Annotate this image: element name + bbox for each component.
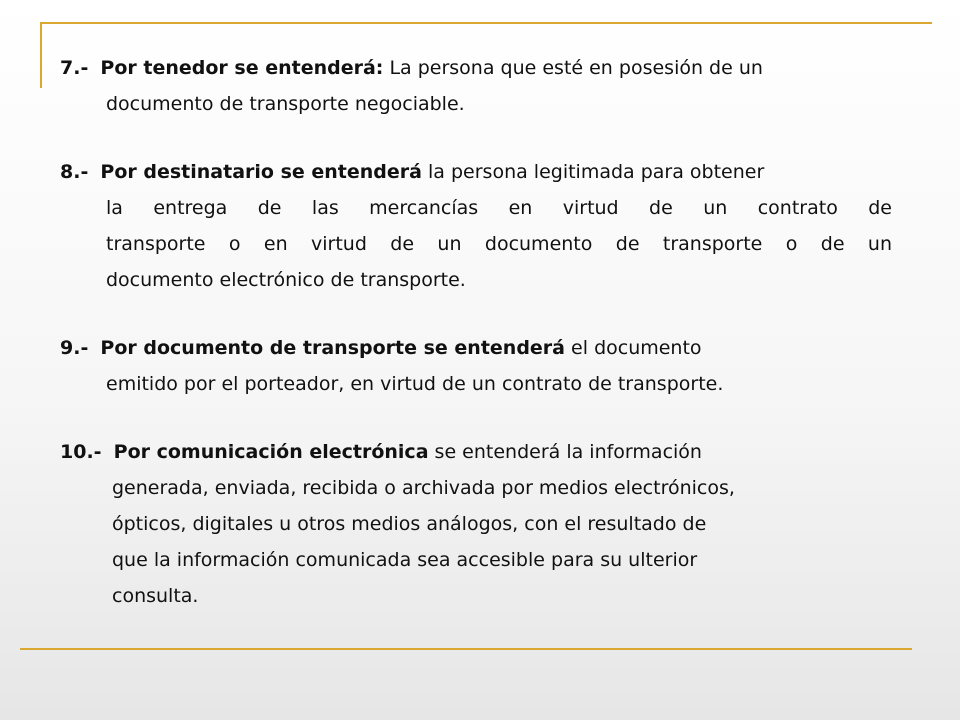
- item-8-number: 8.-: [60, 161, 89, 183]
- item-10-line-4: que la información comunicada sea accesible para su ulterior: [112, 549, 698, 571]
- item-7-first-line: [60, 50, 892, 86]
- item-9-continuation: emitido por el porteador, en virtud de un contrato de transporte.: [106, 373, 724, 395]
- item-10-line-5: consulta.: [112, 585, 199, 607]
- item-8-text: la persona legitimada para obtener: [421, 161, 765, 183]
- item-8-term: Por destinatario se entenderá: [100, 161, 422, 183]
- item-9-number: 9.-: [60, 337, 89, 359]
- item-7-term: Por tenedor se entenderá:: [100, 57, 384, 79]
- item-8-line-4: documento electrónico de transporte.: [106, 269, 466, 291]
- slide-content: [60, 50, 892, 614]
- item-10-line-2: generada, enviada, recibida o archivada por medios electrónicos,: [112, 477, 735, 499]
- item-9-first-line: [60, 330, 892, 366]
- top-rule: [40, 22, 932, 24]
- item-10-text: se entenderá la información: [428, 441, 702, 463]
- item-7-text: La persona que esté en posesión de un: [383, 57, 763, 79]
- definition-item-7: [60, 50, 892, 122]
- definition-item-10: [60, 434, 892, 614]
- item-10-number: 10.-: [60, 441, 102, 463]
- item-9-text: el documento: [565, 337, 702, 359]
- item-10-first-line: [60, 434, 892, 470]
- item-8-line-3: transporte o en virtud de un documento de transporte o de un: [106, 233, 892, 255]
- item-9-term: Por documento de transporte se entenderá: [100, 337, 566, 359]
- item-7-number: 7.-: [60, 57, 89, 79]
- item-10-line-3: ópticos, digitales u otros medios análogos, con el resultado de: [112, 513, 707, 535]
- item-7-continuation: documento de transporte negociable.: [106, 93, 465, 115]
- definition-item-9: [60, 330, 892, 402]
- item-10-term: Por comunicación electrónica: [113, 441, 429, 463]
- left-rule: [40, 22, 42, 88]
- bottom-rule: [20, 648, 912, 650]
- definition-item-8: [60, 154, 892, 298]
- item-8-line-2: la entrega de las mercancías en virtud de un contrato de: [106, 197, 892, 219]
- item-8-first-line: [60, 154, 892, 190]
